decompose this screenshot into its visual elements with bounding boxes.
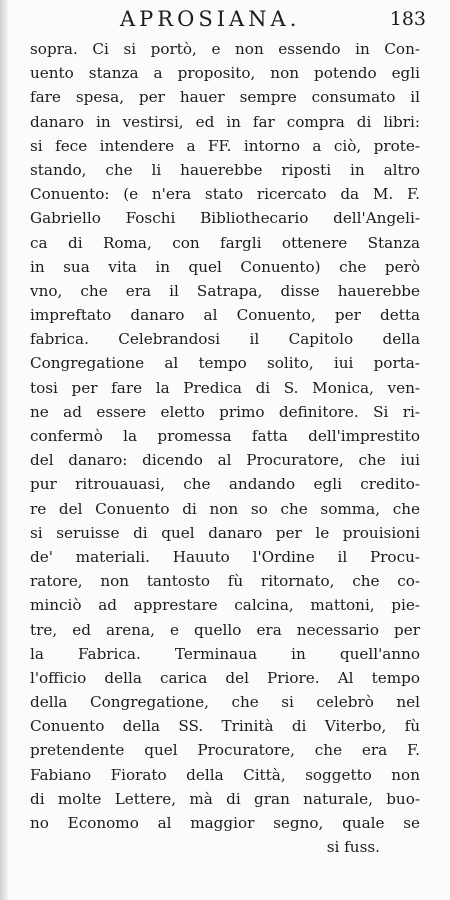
text-line: vno, che era il Satrapa, disse hauerebbe: [30, 281, 420, 300]
text-line: ne ad essere eletto primo definitore. Si ri-: [30, 402, 420, 421]
text-line: fabrica. Celebrandosi il Capitolo della: [30, 330, 420, 349]
text-line: della Congregatione, che si celebrò nel: [30, 693, 420, 712]
text-line: sopra. Ci si portò, e non essendo in Con-: [30, 40, 420, 58]
page-edge: [0, 0, 8, 900]
running-head: [20, 6, 440, 32]
text-line: Conuento della SS. Trinità di Viterbo, fù: [30, 717, 420, 736]
text-line: di molte Lettere, mà di gran naturale, buo-: [30, 789, 420, 808]
text-line: ca di Roma, con fargli ottenere Stanza: [30, 233, 420, 252]
text-line: impreftato danaro al Conuento, per detta: [30, 306, 420, 325]
text-line: no Economo al maggior segno, quale se: [30, 814, 420, 832]
text-line: Conuento: (e n'era stato ricercato da M. F.: [30, 185, 420, 204]
text-line: tosi per fare la Predica di S. Monica, ven-: [30, 378, 420, 397]
text-line: tre, ed arena, e quello era necessario per: [30, 620, 420, 639]
text-line: si fuss.: [326, 838, 380, 857]
text-line: la Fabrica. Terminaua in quell'anno: [30, 644, 420, 663]
text-line: danaro in vestirsi, ed in far compra di libri:: [30, 112, 420, 131]
text-line: del danaro: dicendo al Procuratore, che iui: [30, 451, 420, 470]
text-line: de' materiali. Hauuto l'Ordine il Procu-: [30, 547, 420, 566]
text-line: in sua vita in quel Conuento) che però: [30, 257, 420, 276]
text-line: fare spesa, per hauer sempre consumato il: [30, 88, 420, 107]
text-line: si fece intendere a FF. intorno a ciò, prote-: [30, 136, 420, 155]
text-line: si seruisse di quel danaro per le prouisioni: [30, 523, 420, 542]
text-line: minciò ad apprestare calcina, mattoni, pie-: [30, 596, 420, 615]
text-line: ratore, non tantosto fù ritornato, che co-: [30, 572, 420, 591]
page-number: 183: [389, 8, 426, 30]
text-line: Congregatione al tempo solito, iui porta-: [30, 354, 420, 373]
running-title: APROSIANA.: [120, 7, 301, 31]
text-line: Fabiano Fiorato della Città, soggetto non: [30, 765, 420, 784]
text-line: confermò la promessa fatta dell'imprestito: [30, 427, 420, 445]
text-line: stando, che li hauerebbe riposti in altro: [30, 160, 420, 179]
text-line: pretendente quel Procuratore, che era F.: [30, 741, 420, 760]
text-line: l'officio della carica del Priore. Al tempo: [30, 668, 420, 687]
text-line: re del Conuento di non so che somma, che: [30, 499, 420, 518]
text-line: uento stanza a proposito, non potendo egli: [30, 64, 420, 83]
text-line: pur ritrouauasi, che andando egli credito-: [30, 475, 420, 494]
body-text: [30, 37, 420, 859]
text-line: Gabriello Foschi Bibliothecario dell'Angeli-: [30, 209, 420, 228]
